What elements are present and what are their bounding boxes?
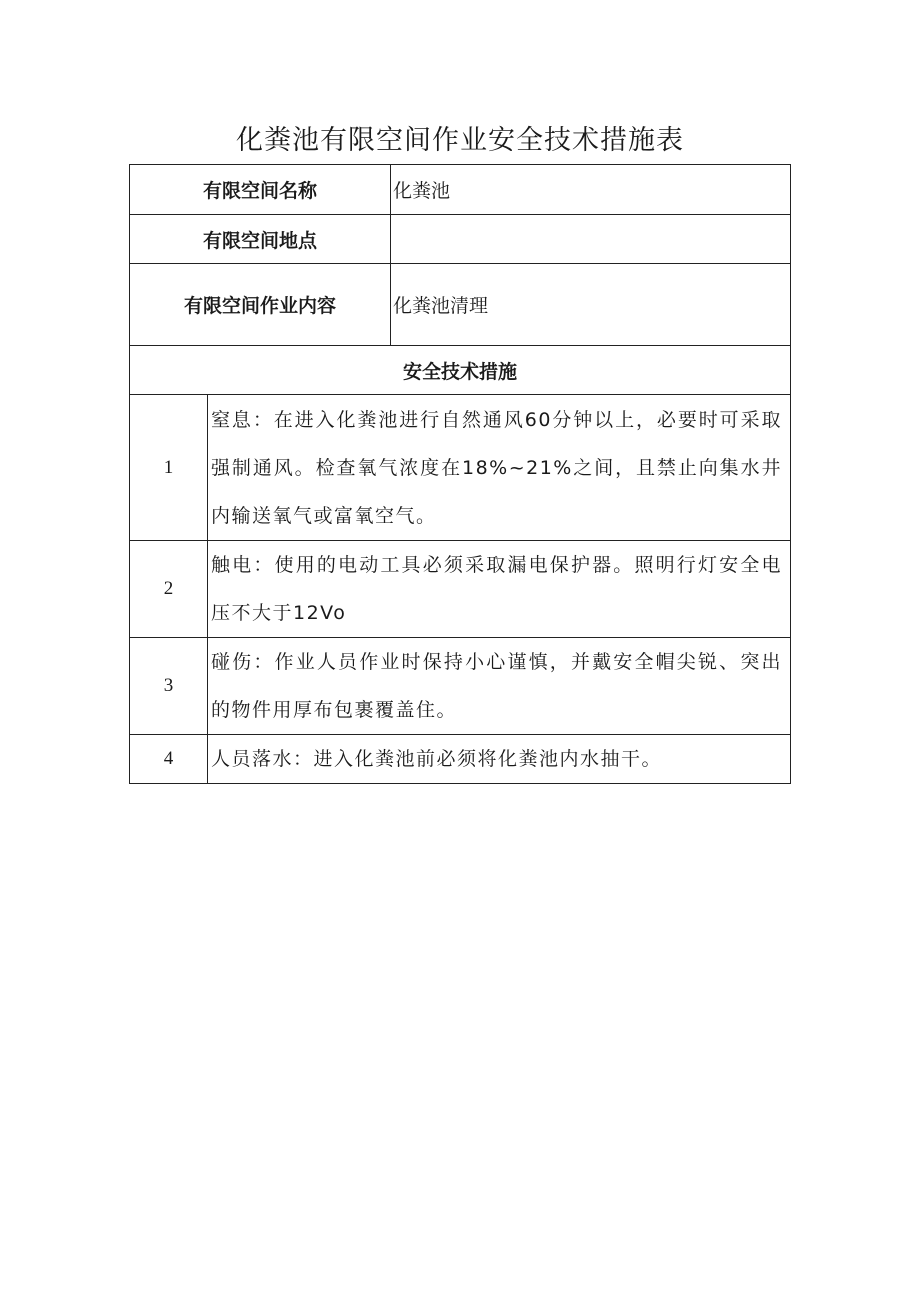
work-content-row [130, 264, 791, 346]
space-name-row [130, 165, 791, 215]
measure-row [130, 735, 791, 784]
space-location-value [391, 215, 791, 264]
document-title: 化粪池有限空间作业安全技术措施表 [236, 125, 684, 156]
safety-measures-table [129, 164, 791, 784]
work-content-label: 有限空间作业内容 [130, 264, 391, 346]
measure-row [130, 638, 791, 735]
space-location-row [130, 215, 791, 264]
measure-number: 2 [130, 541, 208, 638]
space-name-value: 化粪池 [391, 165, 791, 215]
measure-number: 3 [130, 638, 208, 735]
space-name-label: 有限空间名称 [130, 165, 391, 215]
measure-row [130, 395, 791, 541]
work-content-value: 化粪池清理 [391, 264, 791, 346]
measure-number: 1 [130, 395, 208, 541]
measures-heading: 安全技术措施 [130, 346, 791, 395]
measure-text: 触电：使用的电动工具必须采取漏电保护器。照明行灯安全电压不大于12Vo [208, 541, 791, 638]
measure-row [130, 541, 791, 638]
measure-number: 4 [130, 735, 208, 784]
measure-text: 人员落水：进入化粪池前必须将化粪池内水抽干。 [208, 735, 791, 784]
space-location-label: 有限空间地点 [130, 215, 391, 264]
measure-text: 窒息：在进入化粪池进行自然通风60分钟以上，必要时可采取强制通风。检查氧气浓度在18%~21%之间，且禁止向集水井内输送氧气或富氧空气。 [208, 395, 791, 541]
measure-text: 碰伤：作业人员作业时保持小心谨慎，并戴安全帽尖锐、突出的物件用厚布包裹覆盖住。 [208, 638, 791, 735]
measures-heading-row [130, 346, 791, 395]
